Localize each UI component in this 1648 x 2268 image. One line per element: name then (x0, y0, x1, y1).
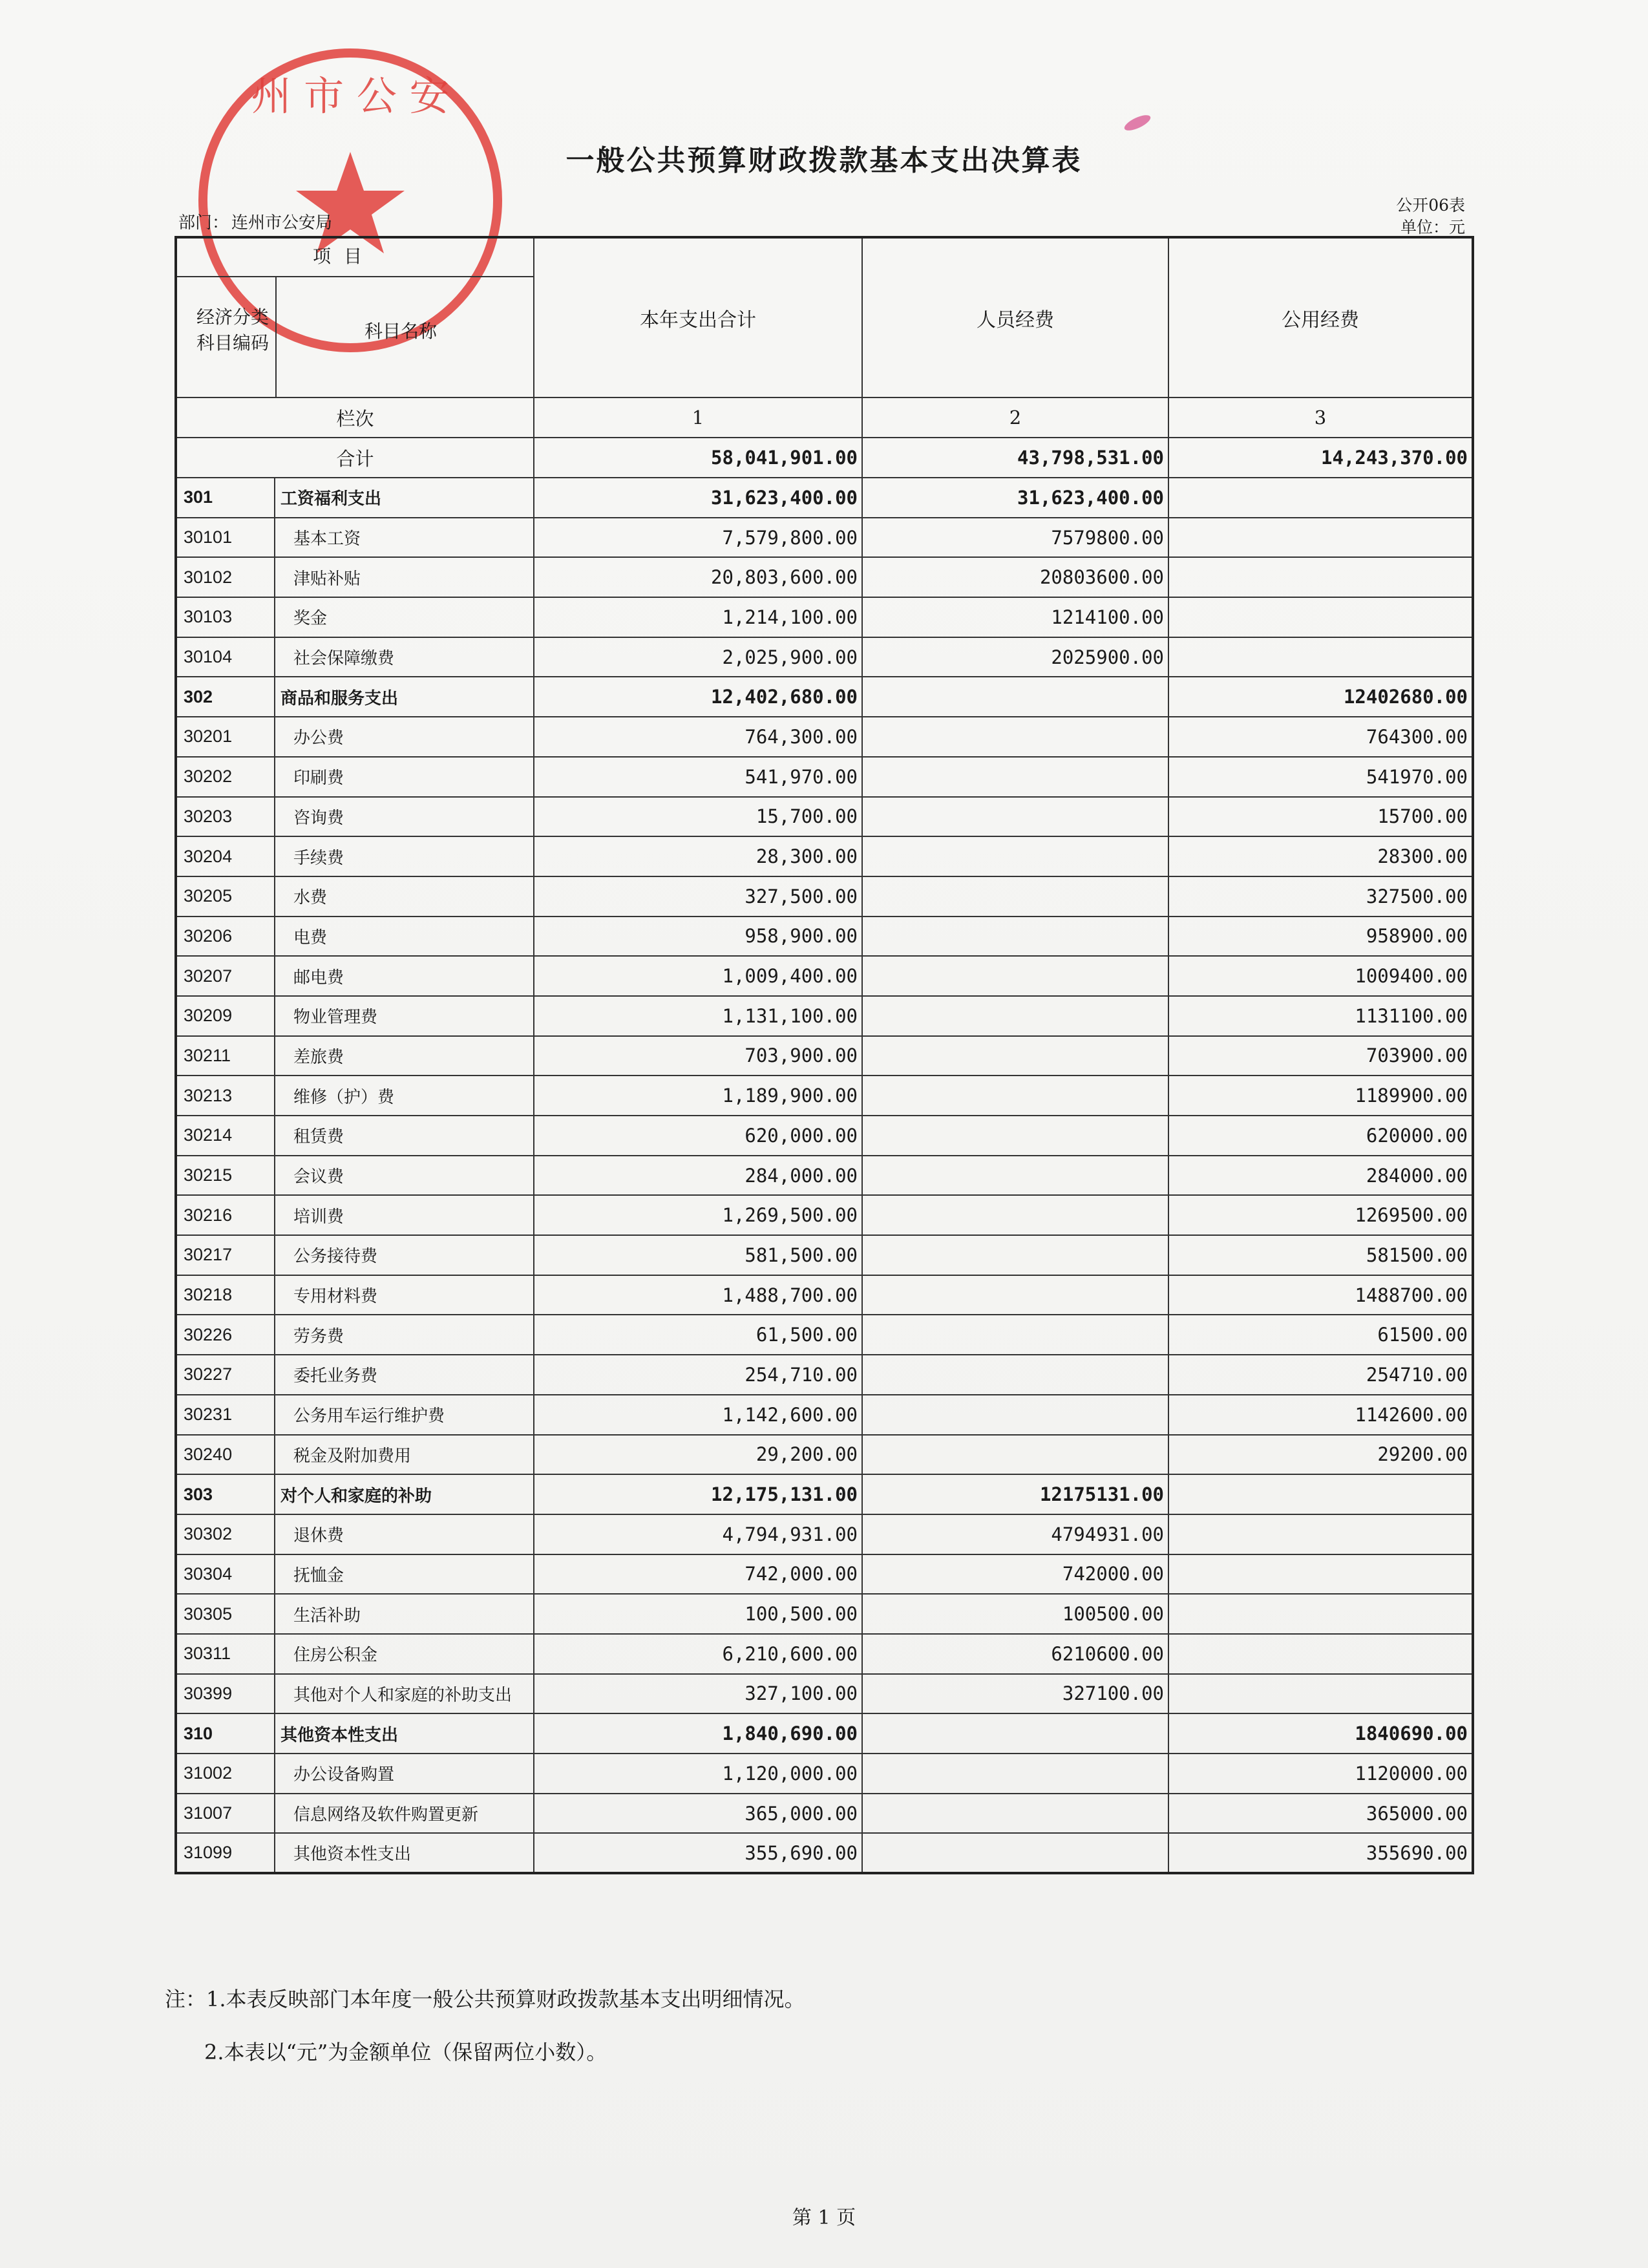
row-code: 30103 (176, 597, 275, 637)
table-row (176, 1554, 1473, 1595)
row-total: 1,189,900.00 (534, 1076, 862, 1116)
table-row (176, 1634, 1473, 1674)
row-code: 30399 (176, 1674, 275, 1714)
unit-label: 单位：元 (1400, 218, 1465, 237)
row-name: 办公费 (275, 717, 534, 757)
row-public (1168, 1514, 1473, 1554)
row-public: 958900.00 (1168, 917, 1473, 957)
row-name: 其他对个人和家庭的补助支出 (275, 1674, 534, 1714)
row-public (1168, 1674, 1473, 1714)
row-total: 355,690.00 (534, 1833, 862, 1873)
row-total: 764,300.00 (534, 717, 862, 757)
row-public: 703900.00 (1168, 1036, 1473, 1076)
row-personnel (862, 1754, 1168, 1794)
row-public (1168, 597, 1473, 637)
row-name: 水费 (275, 876, 534, 917)
row-total: 31,623,400.00 (534, 478, 862, 518)
row-total: 742,000.00 (534, 1554, 862, 1595)
row-code: 30218 (176, 1275, 275, 1315)
row-personnel (862, 1195, 1168, 1235)
row-total: 61,500.00 (534, 1315, 862, 1355)
row-name: 工资福利支出 (275, 478, 534, 518)
table-row (176, 757, 1473, 797)
row-total: 29,200.00 (534, 1435, 862, 1475)
row-total: 541,970.00 (534, 757, 862, 797)
row-public: 1189900.00 (1168, 1076, 1473, 1116)
total-c3: 14,243,370.00 (1168, 438, 1473, 478)
row-personnel (862, 836, 1168, 876)
row-public (1168, 518, 1473, 558)
table-row (176, 1395, 1473, 1435)
row-public: 1142600.00 (1168, 1395, 1473, 1435)
row-personnel: 20803600.00 (862, 557, 1168, 597)
row-name: 邮电费 (275, 956, 534, 996)
row-personnel (862, 757, 1168, 797)
table-row (176, 1514, 1473, 1554)
row-total: 254,710.00 (534, 1355, 862, 1395)
row-name: 手续费 (275, 836, 534, 876)
row-code: 30101 (176, 518, 275, 558)
row-total: 1,214,100.00 (534, 597, 862, 637)
row-name: 差旅费 (275, 1036, 534, 1076)
header-econ-code (186, 304, 279, 356)
table-row (176, 1275, 1473, 1315)
total-c2: 43,798,531.00 (862, 438, 1168, 478)
row-personnel (862, 1315, 1168, 1355)
header-col1: 本年支出合计 (534, 237, 862, 397)
column-index-2: 2 (862, 397, 1168, 438)
row-code: 30203 (176, 797, 275, 837)
row-code: 30206 (176, 917, 275, 957)
row-personnel (862, 917, 1168, 957)
row-public: 254710.00 (1168, 1355, 1473, 1395)
note-2: 2.本表以“元”为金额单位（保留两位小数）。 (204, 2040, 607, 2064)
row-total: 284,000.00 (534, 1156, 862, 1196)
row-code: 30216 (176, 1195, 275, 1235)
row-total: 327,500.00 (534, 876, 862, 917)
row-name: 商品和服务支出 (275, 677, 534, 717)
table-row (176, 917, 1473, 957)
row-code: 30215 (176, 1156, 275, 1196)
total-row (176, 438, 1473, 478)
row-name: 劳务费 (275, 1315, 534, 1355)
table-row (176, 1076, 1473, 1116)
row-public (1168, 557, 1473, 597)
row-name: 物业管理费 (275, 996, 534, 1036)
row-public: 284000.00 (1168, 1156, 1473, 1196)
row-code: 30305 (176, 1594, 275, 1634)
row-name: 印刷费 (275, 757, 534, 797)
row-code: 31099 (176, 1833, 275, 1873)
table-group-row (176, 478, 1473, 518)
page-number: 第 1 页 (792, 2207, 856, 2229)
row-personnel: 4794931.00 (862, 1514, 1168, 1554)
table-row (176, 797, 1473, 837)
row-personnel (862, 1116, 1168, 1156)
row-name: 退休费 (275, 1514, 534, 1554)
row-name: 会议费 (275, 1156, 534, 1196)
column-index-3: 3 (1168, 397, 1473, 438)
form-code: 公开06表 (1396, 196, 1465, 215)
row-personnel (862, 1713, 1168, 1754)
row-name: 津贴补贴 (275, 557, 534, 597)
row-public: 1488700.00 (1168, 1275, 1473, 1315)
row-public: 327500.00 (1168, 876, 1473, 917)
row-total: 1,840,690.00 (534, 1713, 862, 1754)
department-line (176, 209, 332, 233)
row-name: 社会保障缴费 (275, 637, 534, 677)
table-row (176, 1794, 1473, 1834)
row-personnel (862, 996, 1168, 1036)
row-personnel (862, 1156, 1168, 1196)
row-public: 1009400.00 (1168, 956, 1473, 996)
row-public (1168, 1474, 1473, 1514)
row-personnel: 100500.00 (862, 1594, 1168, 1634)
row-code: 30311 (176, 1634, 275, 1674)
row-personnel (862, 1833, 1168, 1873)
row-name: 基本工资 (275, 518, 534, 558)
row-personnel: 327100.00 (862, 1674, 1168, 1714)
row-code: 30231 (176, 1395, 275, 1435)
header-econ-code-line2: 科目编码 (196, 332, 269, 354)
row-personnel (862, 797, 1168, 837)
row-total: 15,700.00 (534, 797, 862, 837)
table-row (176, 1674, 1473, 1714)
table-row (176, 1195, 1473, 1235)
row-total: 12,175,131.00 (534, 1474, 862, 1514)
header-item: 项目 (313, 246, 375, 267)
column-index-label: 栏次 (176, 397, 534, 438)
row-personnel: 6210600.00 (862, 1634, 1168, 1674)
row-personnel (862, 876, 1168, 917)
table-row (176, 518, 1473, 558)
row-total: 7,579,800.00 (534, 518, 862, 558)
header-col3: 公用经费 (1168, 237, 1473, 397)
table-group-row (176, 1713, 1473, 1754)
header-subject-name: 科目名称 (364, 321, 438, 342)
row-personnel (862, 1275, 1168, 1315)
row-name: 其他资本性支出 (275, 1833, 534, 1873)
row-public: 61500.00 (1168, 1315, 1473, 1355)
row-total: 100,500.00 (534, 1594, 862, 1634)
note-1: 注：1.本表反映部门本年度一般公共预算财政拨款基本支出明细情况。 (165, 1987, 805, 2011)
table-row (176, 1594, 1473, 1634)
row-personnel (862, 1076, 1168, 1116)
row-total: 12,402,680.00 (534, 677, 862, 717)
row-personnel: 742000.00 (862, 1554, 1168, 1595)
table-group-row (176, 1474, 1473, 1514)
row-name: 租赁费 (275, 1116, 534, 1156)
row-total: 1,120,000.00 (534, 1754, 862, 1794)
table-row (176, 597, 1473, 637)
header-row (176, 237, 1473, 397)
row-personnel: 1214100.00 (862, 597, 1168, 637)
row-code: 30217 (176, 1235, 275, 1275)
row-name: 生活补助 (275, 1594, 534, 1634)
row-total: 1,131,100.00 (534, 996, 862, 1036)
table-row (176, 1355, 1473, 1395)
page-title: 一般公共预算财政拨款基本支出决算表 (565, 144, 1083, 177)
table-row (176, 1754, 1473, 1794)
table-row (176, 1235, 1473, 1275)
row-code: 30102 (176, 557, 275, 597)
table-row (176, 1435, 1473, 1475)
row-public: 1120000.00 (1168, 1754, 1473, 1794)
total-label: 合计 (176, 438, 534, 478)
ink-mark (1118, 110, 1157, 136)
row-total: 365,000.00 (534, 1794, 862, 1834)
row-public (1168, 478, 1473, 518)
column-index-row (176, 397, 1473, 438)
row-code: 303 (176, 1474, 275, 1514)
table-row (176, 557, 1473, 597)
row-code: 30226 (176, 1315, 275, 1355)
row-public: 764300.00 (1168, 717, 1473, 757)
row-code: 30302 (176, 1514, 275, 1554)
table-row (176, 956, 1473, 996)
row-total: 703,900.00 (534, 1036, 862, 1076)
row-public (1168, 1594, 1473, 1634)
row-personnel (862, 1794, 1168, 1834)
row-name: 电费 (275, 917, 534, 957)
row-name: 住房公积金 (275, 1634, 534, 1674)
row-public: 1840690.00 (1168, 1713, 1473, 1754)
row-total: 958,900.00 (534, 917, 862, 957)
row-personnel (862, 956, 1168, 996)
row-code: 30204 (176, 836, 275, 876)
row-code: 30202 (176, 757, 275, 797)
row-name: 对个人和家庭的补助 (275, 1474, 534, 1514)
header-econ-code-line1: 经济分类 (196, 306, 269, 328)
table-row (176, 996, 1473, 1036)
row-code: 30201 (176, 717, 275, 757)
row-code: 30213 (176, 1076, 275, 1116)
table-row (176, 876, 1473, 917)
table-row (176, 1036, 1473, 1076)
table-row (176, 717, 1473, 757)
row-code: 30207 (176, 956, 275, 996)
table-row (176, 637, 1473, 677)
expenditure-table (174, 236, 1474, 1874)
row-public: 541970.00 (1168, 757, 1473, 797)
header-col2: 人员经费 (862, 237, 1168, 397)
row-code: 30211 (176, 1036, 275, 1076)
row-personnel (862, 677, 1168, 717)
header-item-cell (176, 237, 534, 397)
row-code: 30227 (176, 1355, 275, 1395)
table-row (176, 1156, 1473, 1196)
row-personnel: 12175131.00 (862, 1474, 1168, 1514)
row-personnel (862, 1235, 1168, 1275)
row-name: 抚恤金 (275, 1554, 534, 1595)
row-personnel: 2025900.00 (862, 637, 1168, 677)
row-public: 1269500.00 (1168, 1195, 1473, 1235)
row-public: 581500.00 (1168, 1235, 1473, 1275)
row-code: 31002 (176, 1754, 275, 1794)
row-code: 30214 (176, 1116, 275, 1156)
table-group-row (176, 677, 1473, 717)
row-code: 302 (176, 677, 275, 717)
row-name: 维修（护）费 (275, 1076, 534, 1116)
row-total: 620,000.00 (534, 1116, 862, 1156)
row-public: 28300.00 (1168, 836, 1473, 876)
table-row (176, 1833, 1473, 1873)
row-name: 培训费 (275, 1195, 534, 1235)
row-name: 办公设备购置 (275, 1754, 534, 1794)
row-name: 委托业务费 (275, 1355, 534, 1395)
row-total: 28,300.00 (534, 836, 862, 876)
row-public: 1131100.00 (1168, 996, 1473, 1036)
row-total: 2,025,900.00 (534, 637, 862, 677)
row-name: 咨询费 (275, 797, 534, 837)
row-total: 1,488,700.00 (534, 1275, 862, 1315)
row-code: 310 (176, 1713, 275, 1754)
row-personnel (862, 1036, 1168, 1076)
row-code: 30240 (176, 1435, 275, 1475)
row-code: 31007 (176, 1794, 275, 1834)
row-code: 30205 (176, 876, 275, 917)
table-row (176, 1315, 1473, 1355)
column-index-1: 1 (534, 397, 862, 438)
table-row (176, 836, 1473, 876)
row-total: 4,794,931.00 (534, 1514, 862, 1554)
svg-text:州 市 公 安: 州 市 公 安 (251, 72, 450, 120)
row-code: 30304 (176, 1554, 275, 1595)
row-total: 6,210,600.00 (534, 1634, 862, 1674)
row-public: 620000.00 (1168, 1116, 1473, 1156)
row-name: 公务接待费 (275, 1235, 534, 1275)
row-total: 327,100.00 (534, 1674, 862, 1714)
row-name: 信息网络及软件购置更新 (275, 1794, 534, 1834)
row-total: 20,803,600.00 (534, 557, 862, 597)
row-public (1168, 637, 1473, 677)
row-personnel (862, 717, 1168, 757)
row-name: 其他资本性支出 (275, 1713, 534, 1754)
row-name: 奖金 (275, 597, 534, 637)
row-public: 365000.00 (1168, 1794, 1473, 1834)
row-personnel (862, 1355, 1168, 1395)
department-name: 连州市公安局 (231, 213, 333, 233)
row-total: 581,500.00 (534, 1235, 862, 1275)
row-public (1168, 1634, 1473, 1674)
department-label: 部门： (178, 213, 229, 233)
row-public (1168, 1554, 1473, 1595)
row-public: 15700.00 (1168, 797, 1473, 837)
row-total: 1,142,600.00 (534, 1395, 862, 1435)
row-name: 税金及附加费用 (275, 1435, 534, 1475)
row-public: 12402680.00 (1168, 677, 1473, 717)
row-personnel: 7579800.00 (862, 518, 1168, 558)
row-public: 355690.00 (1168, 1833, 1473, 1873)
row-total: 1,009,400.00 (534, 956, 862, 996)
row-code: 30209 (176, 996, 275, 1036)
row-total: 1,269,500.00 (534, 1195, 862, 1235)
row-code: 30104 (176, 637, 275, 677)
row-personnel (862, 1395, 1168, 1435)
row-public: 29200.00 (1168, 1435, 1473, 1475)
row-personnel: 31,623,400.00 (862, 478, 1168, 518)
row-personnel (862, 1435, 1168, 1475)
row-name: 公务用车运行维护费 (275, 1395, 534, 1435)
row-code: 301 (176, 478, 275, 518)
total-c1: 58,041,901.00 (534, 438, 862, 478)
row-name: 专用材料费 (275, 1275, 534, 1315)
table-row (176, 1116, 1473, 1156)
